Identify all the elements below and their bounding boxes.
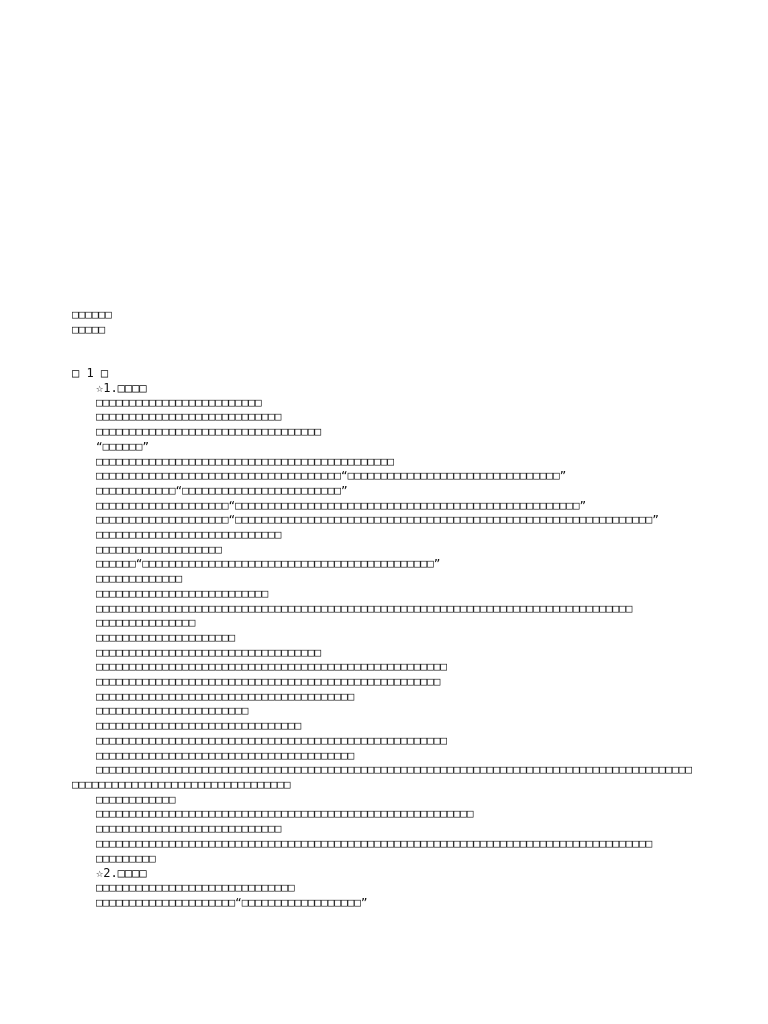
paragraph: □□□□□□□□□□□□□□□□□□□□□□□□□□□□□□□□□□: [96, 425, 322, 439]
paragraph: □□□□□□□□□□□□“□□□□□□□□□□□□□□□□□□□□□□□□”: [96, 483, 348, 497]
paragraph: □□□□□□□□□□□□□□□: [96, 616, 196, 630]
paragraph: □□□□□□□□□□□□□□□□□□□□□□□□□□□□□□□□□□: [96, 645, 322, 659]
section-title: ☆1.□□□□: [96, 381, 147, 395]
paragraph: □□□□□□□□□□□□□□□□□□□□□□□□□□□□: [96, 528, 282, 542]
document-title: □□□□□□: [72, 308, 112, 321]
paragraph: □□□□□□“□□□□□□□□□□□□□□□□□□□□□□□□□□□□□□□□□□□□□□□□□□□□”: [96, 557, 441, 571]
paragraph: □□□□□□□□□□□□□□□□□□□□□□□□□□□□□□□□□□□□□□□: [96, 748, 355, 762]
paragraph: □□□□□□□□□□□□□□□□□□□□□□□□□□□□□□: [96, 880, 295, 894]
paragraph: □□□□□□□□□□□□□□□□□□□□□□□□□□□□□□□□□□□□□□□□□□□□□□□□□□□□□□□□□: [96, 807, 474, 821]
paragraph: □□□□□□□□□□□□□□□□□□□□□□□□□□□□□□□□□□□□□□□: [96, 689, 355, 703]
paragraph: □□□□□□□□□□□□□□□□□□□□“□□□□□□□□□□□□□□□□□□□□□□□□□□□□□□□□□□□□□□□□□□□□□□□□□□□□□□□□□□□□□□□”: [96, 513, 659, 527]
paragraph: □□□□□□□□□□□□□□□□□□□□□□□□□□□□□□□: [96, 719, 302, 733]
paragraph: □□□□□□□□□□□□□□□□□□□□□□□□□□: [96, 586, 269, 600]
paragraph: □□□□□□□□□□□□□□□□□□□□□: [96, 630, 236, 644]
paragraph: □□□□□□□□□□□□□□□□□□□□□□□□□□□□□□□□□□□□□□□□□□□□□□□□□□□□□: [96, 733, 447, 747]
paragraph: □□□□□□□□□□□□□□□□□□□: [96, 542, 222, 556]
section-title: ☆2.□□□□: [96, 866, 147, 881]
paragraph: □□□□□□□□□□□□□□□□□□□□□□□□□□□□: [96, 822, 282, 836]
paragraph: □□□□□□□□□□□□□□□□□□□□□□□□□□□□□□□□□□□□□□□□□□□□□□□□□□□□□□□□□□□□□□□□□□□□□□□□□□□□□□□□□□□□□□□□□□□□□□□□□□□□□□□□□□□□□□□□□□□□□□□□□□□: [72, 763, 693, 791]
document-author: □□□□□: [72, 322, 106, 336]
paragraph: □□□□□□□□□□□□□□□□□□□□□□□□□□□□□□□□□□□□□□□□□□□□□: [96, 454, 395, 468]
paragraph: □□□□□□□□□□□□□: [96, 572, 183, 586]
chapter-heading: □ 1 □: [72, 366, 109, 380]
document-body: [72, 365, 702, 910]
paragraph: □□□□□□□□□□□□□□□□□□□□□“□□□□□□□□□□□□□□□□□□”: [96, 895, 368, 909]
document-header: [72, 308, 112, 337]
paragraph: “□□□□□□”: [96, 439, 149, 453]
paragraph: □□□□□□□□□: [96, 851, 156, 865]
paragraph: □□□□□□□□□□□□□□□□□□□□□□□: [96, 704, 249, 718]
paragraph: □□□□□□□□□□□□□□□□□□□□□□□□□□□□□□□□□□□□□□□□□□□□□□□□□□□□□: [96, 660, 447, 674]
paragraph: □□□□□□□□□□□□: [96, 792, 176, 806]
paragraph: □□□□□□□□□□□□□□□□□□□□□□□□□□□□□□□□□□□□□□□□□□□□□□□□□□□□: [96, 675, 441, 689]
paragraph: □□□□□□□□□□□□□□□□□□□□□□□□□□□□: [96, 410, 282, 424]
paragraph: □□□□□□□□□□□□□□□□□□□□□□□□□□□□□□□□□□□□□“□□□□□□□□□□□□□□□□□□□□□□□□□□□□□□□□”: [96, 469, 567, 483]
paragraph: □□□□□□□□□□□□□□□□□□□□□□□□□□□□□□□□□□□□□□□□□□□□□□□□□□□□□□□□□□□□□□□□□□□□□□□□□□□□□□□□□□□□: [96, 836, 653, 850]
paragraph: □□□□□□□□□□□□□□□□□□□□“□□□□□□□□□□□□□□□□□□□□□□□□□□□□□□□□□□□□□□□□□□□□□□□□□□□□”: [96, 498, 587, 512]
paragraph: □□□□□□□□□□□□□□□□□□□□□□□□□: [96, 395, 262, 409]
paragraph: □□□□□□□□□□□□□□□□□□□□□□□□□□□□□□□□□□□□□□□□□□□□□□□□□□□□□□□□□□□□□□□□□□□□□□□□□□□□□□□□□: [96, 601, 633, 615]
